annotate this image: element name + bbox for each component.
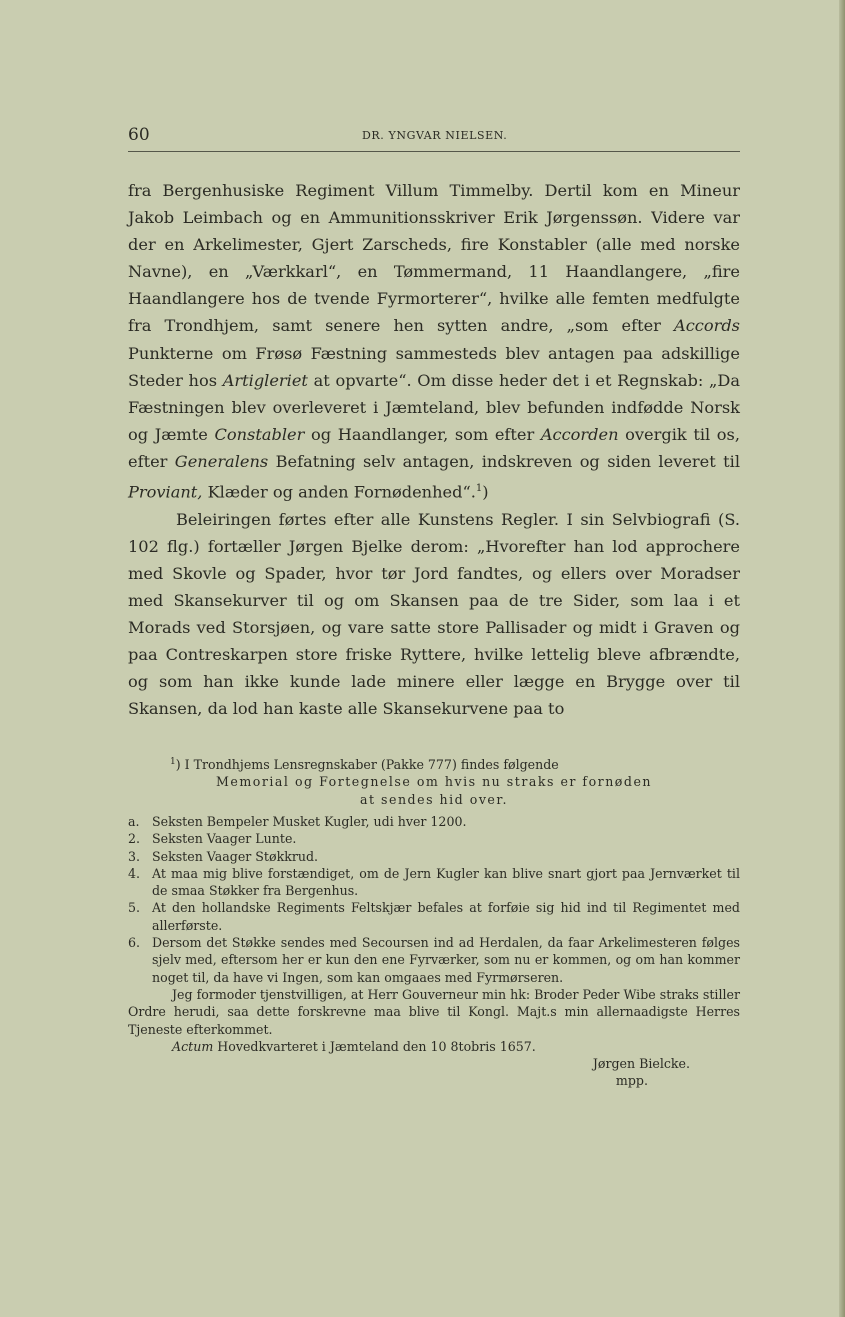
list-marker: 6. [128, 935, 141, 951]
p1-emph-accords: Accords [674, 316, 740, 336]
p1-text-1: fra Bergenhusiske Regiment Villum Timmelby. Dertil kom en Mineur Jakob Leimbach og en Ammunitionsskriver Erik Jørgenssøn. Videre var der en Arkelimester, Gjert Zarscheds, fire Konstabler (alle med norske Navne), en „Værkkarl“, en Tømmermand, 11 Haandlangere, „fire Haandlangere hos de tvende Fyrmorterer“, hvilke alle femten medfulgte fra Trondhjem, samt senere hen sytten andre, „som efter [128, 181, 740, 336]
list-item [128, 830, 740, 847]
actum-word: Actum [172, 1038, 214, 1054]
list-item [128, 848, 740, 865]
footnote-marker: 1 [170, 757, 176, 767]
list-text: Dersom det Støkke sendes med Secoursen ind ad Herdalen, da faar Arkelimesteren følges sjelv med, eftersom her er kun den ene Fyrværker, som nu er kommen, og om han kommer noget til, da have vi Ingen, som kan omgaaes med Fyrmørseren. [152, 935, 740, 985]
list-marker: a. [128, 814, 140, 829]
footnote-closing: Jeg formoder tjenstvilligen, at Herr Gouverneur min hk: Broder Peder Wibe straks stiller Ordre herudi, saa dette forskrevne maa blive til Kongl. Majt.s min allernaadigste Herres Tjeneste efterkommet. [128, 986, 740, 1037]
actum-text: Hovedkvarteret i Jæmteland den 10 8tobris 1657. [213, 1038, 536, 1054]
p1-text-2: Punkterne om Frøsø Fæstning sammesteds blev antagen paa adskillige Steder hos [128, 343, 740, 390]
list-item [128, 934, 740, 986]
body-text [128, 177, 740, 722]
list-item [128, 813, 740, 830]
p1-emph-accorden: Accorden [540, 424, 619, 444]
list-text: Seksten Vaager Lunte. [152, 831, 297, 847]
footnote-heading-1: Memorial og Fortegnelse om hvis nu straks er fornøden [215, 774, 653, 790]
footnote-heading-2: at sendes hid over. [359, 791, 509, 807]
p1-text-6: Befatning selv antagen, indskreven og siden leveret til [268, 451, 740, 471]
list-marker: 5. [128, 900, 141, 916]
running-head: DR. YNGVAR NIELSEN. [362, 129, 508, 142]
list-text: Seksten Vaager Støkkrud. [152, 848, 319, 864]
signature: Jørgen Bielcke. [592, 1056, 690, 1072]
footnote-list [128, 813, 740, 1090]
p1-text-7: Klæder og anden Fornødenhed“. [202, 482, 476, 502]
p1-emph-constabler: Constabler [214, 424, 305, 444]
footnote-first-line [170, 754, 740, 773]
p1-emph-generalens: Generalens [174, 451, 269, 471]
p1-text-3: at opvarte“. Om disse heder det i et Regnskab: „Da Fæstningen blev overleveret i Jæmteland, blev befunden indfødde Norsk og Jæmte [128, 370, 740, 444]
p1-text-8: ) [482, 482, 489, 502]
list-text: At den hollandske Regiments Feltskjær befales at forføie sig hid ind til Regimentet med allerførste. [152, 900, 740, 933]
p1-emph-artigleriet: Artigleriet [222, 370, 308, 390]
p1-text-5: overgik til os, efter [128, 424, 740, 471]
p1-emph-proviant: Proviant, [128, 482, 203, 502]
footnote-reference: 1 [475, 483, 483, 495]
list-item [128, 865, 740, 900]
page-header [128, 125, 740, 152]
footnote-intro-text: ) I Trondhjems Lensregnskaber (Pakke 777) findes følgende [175, 757, 559, 773]
paragraph-2: Beleiringen førtes efter alle Kunstens Regler. I sin Selvbiografi (S. 102 flg.) fortæller Jørgen Bjelke derom: „Hvorefter han lod approchere med Skovle og Spader, hvor tør Jord fandtes, og ellers over Moradser med Skansekurver til og om Skansen paa de tre Sider, som laa i et Morads ved Storsjøen, og vare satte store Pallisader og midt i Graven og paa Contreskarpen store friske Ryttere, hvilke lettelig bleve afbrændte, og som han ikke kunde lade minere eller lægge en Brygge over til Skansen, da lod han kaste alle Skansekurvene paa to [128, 509, 740, 719]
paragraph-1 [128, 177, 740, 506]
list-marker: 3. [128, 848, 141, 864]
p1-text-4: og Haandlanger, som efter [304, 424, 541, 444]
page-number: 60 [128, 125, 150, 145]
list-marker: 4. [128, 865, 141, 881]
list-text: At maa mig blive forstændiget, om de Jern Kugler kan blive snart gjort paa Jernværket til de smaa Støkker fra Bergenhus. [152, 865, 740, 899]
signature-mpp: mpp. [615, 1073, 648, 1089]
list-text: Seksten Bempeler Musket Kugler, udi hver 1200. [152, 814, 467, 829]
footnote-intro [128, 754, 740, 808]
list-marker: 2. [128, 831, 141, 847]
footnote-actum [128, 1038, 740, 1055]
page-edge [839, 0, 845, 1317]
list-item [128, 899, 740, 934]
